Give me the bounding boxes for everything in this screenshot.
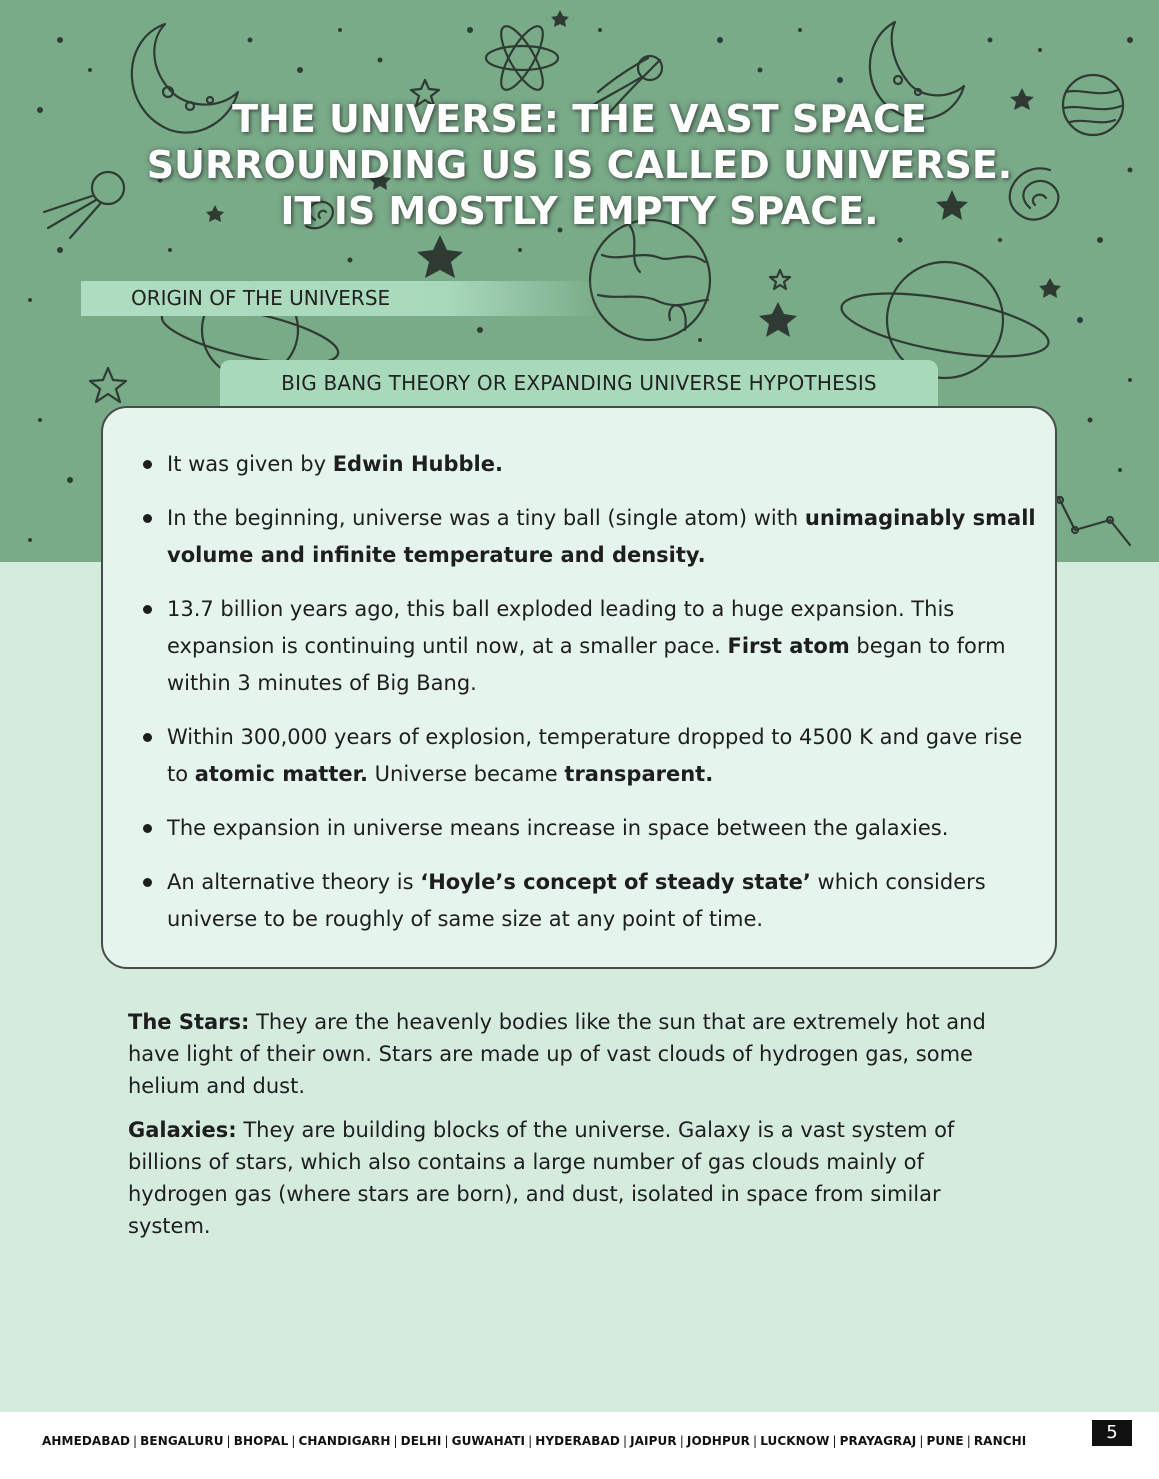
page-title bbox=[0, 96, 1159, 234]
bullet-emphasis: atomic matter. bbox=[194, 762, 368, 786]
city-separator: | bbox=[753, 1434, 758, 1448]
city-separator: | bbox=[919, 1434, 924, 1448]
city-name: HYDERABAD bbox=[535, 1434, 620, 1448]
city-separator: | bbox=[622, 1434, 628, 1448]
bullet-text: 13.7 billion years ago, this ball exploded leading to a huge expansion. This expansion is continuing until now, at a smaller pace. bbox=[167, 597, 955, 658]
bullet-text: which considers universe to be roughly of same size at any point of time. bbox=[167, 870, 986, 931]
bullet-text: Within 300,000 years of explosion, temperature dropped to 4500 K and gave rise to bbox=[167, 725, 1023, 786]
bullet-emphasis: First atom bbox=[727, 634, 850, 658]
bullet-item bbox=[143, 591, 1043, 702]
city-name: JODHPUR bbox=[686, 1434, 751, 1448]
bullet-text: The expansion in universe means increase in space between the galaxies. bbox=[167, 816, 949, 840]
city-separator: | bbox=[966, 1434, 971, 1448]
city-separator: | bbox=[528, 1434, 533, 1448]
bullet-text: Universe became bbox=[367, 762, 565, 786]
city-name: CHANDIGARH bbox=[298, 1434, 391, 1448]
bullet-text: It was given by bbox=[167, 452, 333, 476]
bullet-item bbox=[143, 810, 1043, 847]
bullet-text: An alternative theory is bbox=[167, 870, 421, 894]
big-bang-bullet-list bbox=[143, 446, 1043, 955]
city-separator: | bbox=[393, 1434, 398, 1448]
city-name: AHMEDABAD bbox=[42, 1434, 131, 1448]
bullet-text: began to form within 3 minutes of Big Bang. bbox=[167, 634, 1006, 695]
definitions-section bbox=[128, 1006, 1028, 1254]
city-separator: | bbox=[133, 1434, 138, 1448]
city-name: BENGALURU bbox=[140, 1434, 224, 1448]
bullet-emphasis: ‘Hoyle’s concept of steady state’ bbox=[420, 870, 811, 894]
atom-icon bbox=[486, 21, 558, 95]
city-name: PRAYAGRAJ bbox=[839, 1434, 917, 1448]
city-separator: | bbox=[226, 1434, 231, 1448]
star-icon bbox=[551, 10, 569, 27]
city-separator: | bbox=[444, 1434, 449, 1448]
city-separator: | bbox=[291, 1434, 296, 1448]
bullet-emphasis: Edwin Hubble. bbox=[332, 452, 503, 476]
bullet-item bbox=[143, 719, 1043, 793]
city-separator: | bbox=[832, 1434, 837, 1448]
star-icon bbox=[1039, 278, 1061, 298]
city-name: GUWAHATI bbox=[451, 1434, 526, 1448]
definition-term: Galaxies: bbox=[128, 1118, 237, 1142]
city-name: DELHI bbox=[400, 1434, 442, 1448]
page-number: 5 bbox=[1092, 1420, 1132, 1446]
star-icon bbox=[90, 368, 126, 402]
definition-paragraph bbox=[128, 1006, 1028, 1102]
city-name: BHOPAL bbox=[233, 1434, 289, 1448]
section-heading-origin: ORIGIN OF THE UNIVERSE bbox=[81, 281, 601, 316]
title-line: IT IS MOSTLY EMPTY SPACE. bbox=[280, 189, 879, 233]
star-icon bbox=[759, 302, 797, 337]
bullet-item bbox=[143, 864, 1043, 938]
definition-term: The Stars: bbox=[128, 1010, 250, 1034]
city-name: RANCHI bbox=[973, 1434, 1027, 1448]
theory-heading-tab: BIG BANG THEORY OR EXPANDING UNIVERSE HYPOTHESIS bbox=[220, 360, 938, 406]
star-icon bbox=[770, 270, 790, 289]
title-line: SURROUNDING US IS CALLED UNIVERSE. bbox=[146, 143, 1013, 187]
bullet-text: In the beginning, universe was a tiny ball (single atom) with bbox=[167, 506, 805, 530]
star-icon bbox=[417, 235, 463, 278]
city-name: PUNE bbox=[926, 1434, 964, 1448]
bullet-item bbox=[143, 446, 1043, 483]
title-line: THE UNIVERSE: THE VAST SPACE bbox=[232, 97, 927, 141]
page-footer bbox=[0, 1412, 1159, 1479]
bullet-item bbox=[143, 500, 1043, 574]
definition-text: They are building blocks of the universe. Galaxy is a vast system of billions of stars, which also contains a large number of gas clouds mainly of hydrogen gas (where stars are born), and dust, isolated in space from similar system. bbox=[128, 1118, 955, 1238]
city-list bbox=[42, 1434, 1026, 1448]
bullet-emphasis: transparent. bbox=[564, 762, 714, 786]
city-separator: | bbox=[679, 1434, 684, 1448]
definition-text: They are the heavenly bodies like the sun that are extremely hot and have light of their own. Stars are made up of vast clouds of hydrogen gas, some helium and dust. bbox=[128, 1010, 986, 1098]
definition-paragraph bbox=[128, 1114, 1028, 1242]
city-name: JAIPUR bbox=[630, 1434, 677, 1448]
bullet-emphasis: unimaginably small volume and infinite temperature and density. bbox=[167, 506, 1036, 567]
globe-icon bbox=[590, 220, 710, 340]
city-name: LUCKNOW bbox=[760, 1434, 830, 1448]
big-bang-info-card bbox=[101, 406, 1057, 969]
